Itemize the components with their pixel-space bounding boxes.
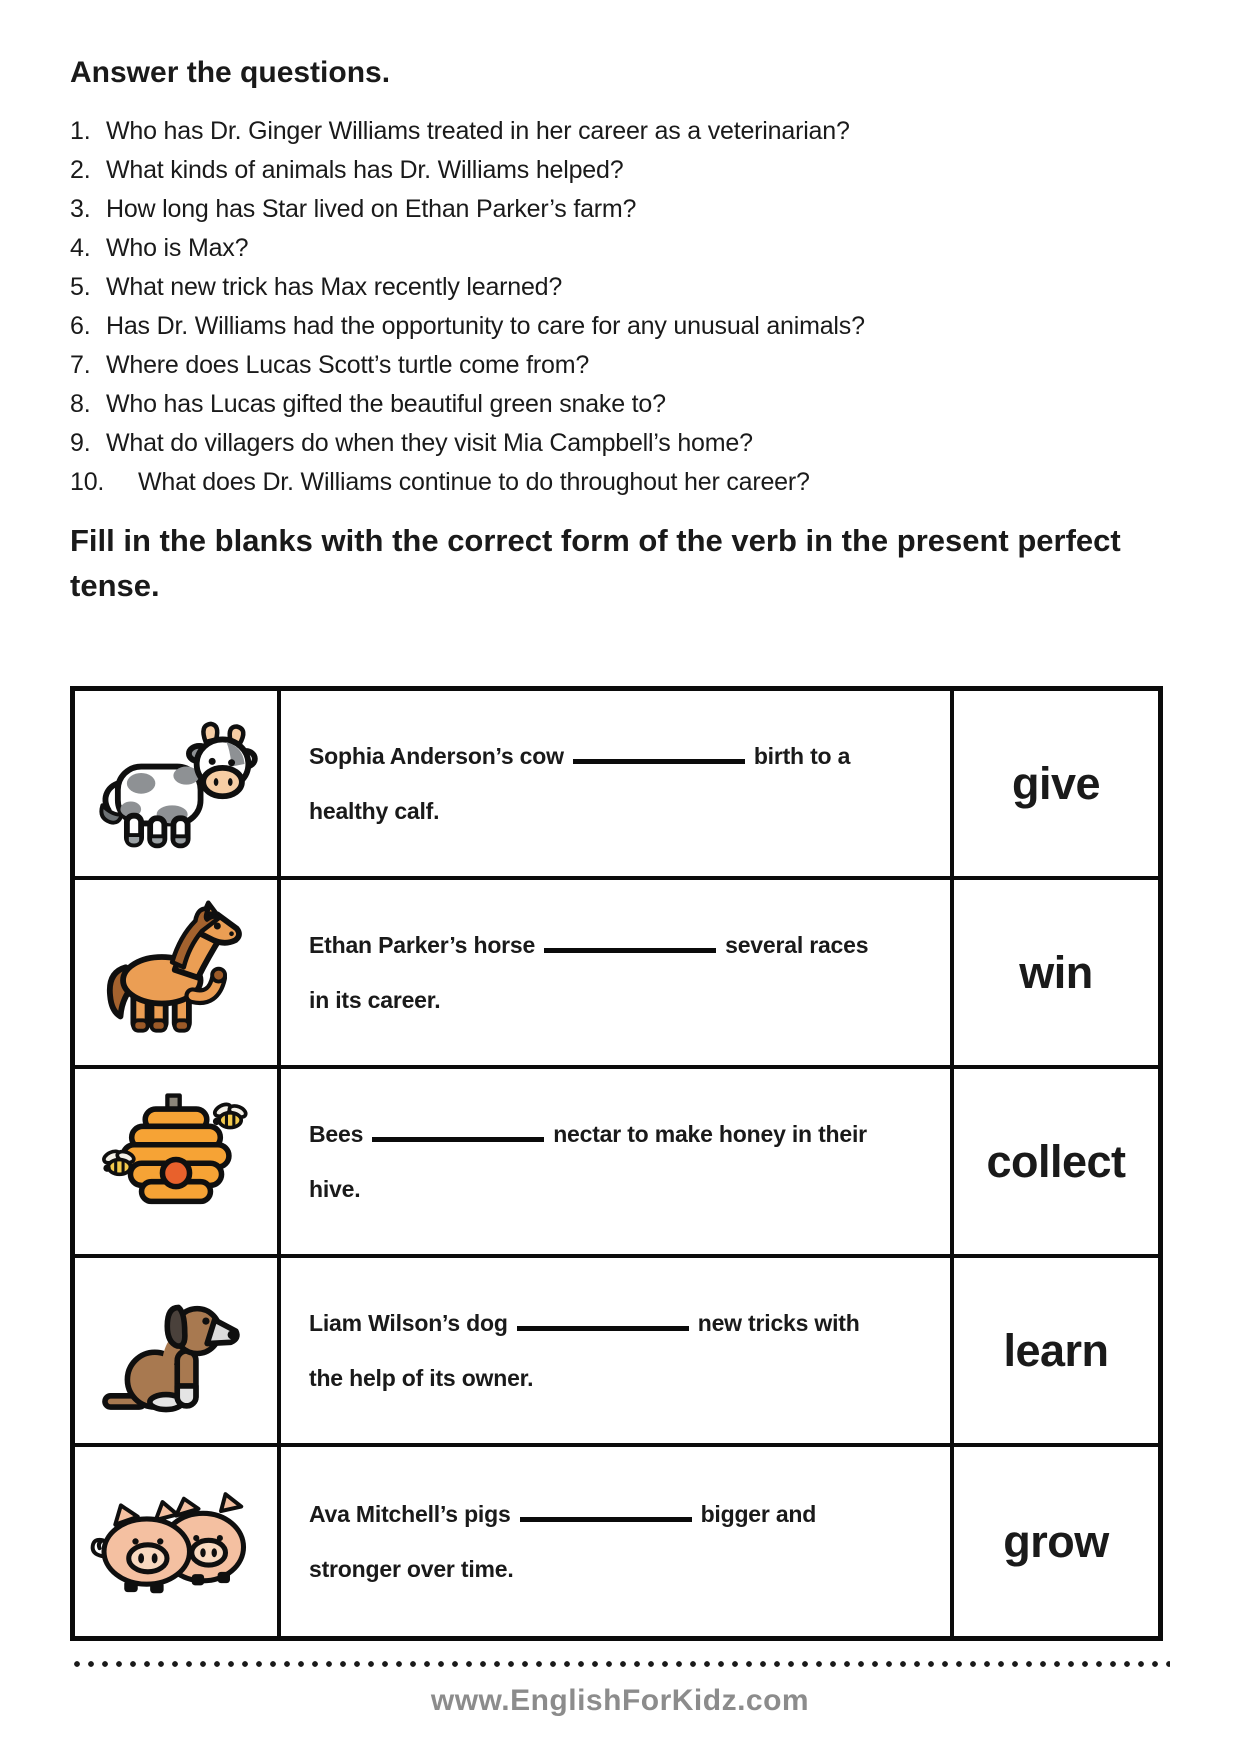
sentence-text: several races: [725, 932, 869, 958]
sentence-line-1: [309, 931, 924, 959]
question-item: [70, 229, 1170, 268]
question-item: [70, 463, 1170, 502]
sentence-text: bigger and: [700, 1501, 817, 1527]
animal-image-cell: [75, 1069, 281, 1254]
fill-blanks-title-line-2: tense.: [70, 568, 160, 603]
verb-cell: collect: [986, 1135, 1126, 1187]
question-number: 5.: [70, 273, 91, 301]
fill-blanks-title-line-1: Fill in the blanks with the correct form of the verb in the present perfect: [70, 523, 1121, 558]
fill-blanks-table: [70, 686, 1163, 1641]
table-row: [75, 1069, 1158, 1258]
animal-image-cell: [75, 691, 281, 876]
question-text: What do villagers do when they visit Mia Campbell’s home?: [106, 429, 753, 457]
question-number: 2.: [70, 156, 91, 184]
animal-image-cell: [75, 880, 281, 1065]
animal-image-cell: [75, 1447, 281, 1636]
verb-cell: learn: [1003, 1324, 1109, 1376]
question-number: 8.: [70, 390, 91, 418]
question-item: [70, 346, 1170, 385]
pigs-icon: [86, 1477, 266, 1607]
beehive-icon: [96, 1087, 256, 1237]
sentence-cell: [281, 1258, 954, 1443]
fill-blank-line: [544, 948, 716, 953]
question-text: Who is Max?: [106, 234, 249, 262]
question-item: [70, 385, 1170, 424]
sentence-line-1: [309, 1500, 924, 1528]
question-text: What kinds of animals has Dr. Williams helped?: [106, 156, 624, 184]
website-url: www.EnglishForKidz.com: [430, 1684, 810, 1717]
question-text: What does Dr. Williams continue to do throughout her career?: [138, 468, 810, 496]
fill-blank-line: [520, 1517, 692, 1522]
question-number: 7.: [70, 351, 91, 379]
question-text: What new trick has Max recently learned?: [106, 273, 563, 301]
question-item: [70, 190, 1170, 229]
sentence-cell: [281, 880, 954, 1065]
sentence-text: new tricks with: [697, 1310, 860, 1336]
verb-cell: grow: [1003, 1515, 1109, 1567]
question-text: Who has Lucas gifted the beautiful green snake to?: [106, 390, 666, 418]
question-number: 1.: [70, 117, 91, 145]
sentence-line-1: [309, 1120, 924, 1148]
cow-icon: [92, 709, 260, 859]
sentence-cell: [281, 1069, 954, 1254]
animal-image-cell: [75, 1258, 281, 1443]
question-text: Who has Dr. Ginger Williams treated in her career as a veterinarian?: [106, 117, 850, 145]
sentence-text: Ava Mitchell’s pigs: [309, 1501, 511, 1527]
fill-blanks-section-title: [70, 518, 1170, 608]
sentence-cell: [281, 691, 954, 876]
sentence-line-2: hive.: [309, 1176, 361, 1202]
table-row: [75, 1447, 1158, 1636]
questions-section-title: Answer the questions.: [70, 56, 391, 89]
verb-cell: give: [1011, 757, 1101, 809]
question-item: [70, 112, 1170, 151]
question-text: Has Dr. Williams had the opportunity to care for any unusual animals?: [106, 312, 865, 340]
question-item: [70, 268, 1170, 307]
questions-list: [70, 112, 1170, 502]
question-number: 4.: [70, 234, 91, 262]
verb-cell: win: [1019, 946, 1093, 998]
question-item: [70, 307, 1170, 346]
sentence-line-1: [309, 742, 924, 770]
table-row: [75, 691, 1158, 880]
sentence-text: nectar to make honey in their: [553, 1121, 867, 1147]
sentence-line-2: stronger over time.: [309, 1556, 514, 1582]
question-number: 10.: [70, 468, 105, 496]
sentence-text: Liam Wilson’s dog: [309, 1310, 508, 1336]
sentence-text: Ethan Parker’s horse: [309, 932, 536, 958]
table-row: [75, 1258, 1158, 1447]
horse-icon: [92, 895, 260, 1050]
question-item: [70, 151, 1170, 190]
question-item: [70, 424, 1170, 463]
sentence-text: Bees: [309, 1121, 364, 1147]
fill-blank-line: [573, 759, 745, 764]
sentence-line-2: healthy calf.: [309, 798, 440, 824]
dog-icon: [95, 1276, 257, 1426]
sentence-line-2: in its career.: [309, 987, 441, 1013]
question-number: 6.: [70, 312, 91, 340]
sentence-line-2: the help of its owner.: [309, 1365, 534, 1391]
table-row: [75, 880, 1158, 1069]
fill-blank-line: [517, 1326, 689, 1331]
sentence-cell: [281, 1447, 954, 1636]
question-number: 9.: [70, 429, 91, 457]
sentence-line-1: [309, 1309, 924, 1337]
page-footer: [70, 1660, 1170, 1718]
sentence-text: birth to a: [753, 743, 851, 769]
question-text: How long has Star lived on Ethan Parker’s farm?: [106, 195, 637, 223]
question-number: 3.: [70, 195, 91, 223]
question-text: Where does Lucas Scott’s turtle come from?: [106, 351, 590, 379]
fill-blank-line: [372, 1137, 544, 1142]
sentence-text: Sophia Anderson’s cow: [309, 743, 564, 769]
dotted-divider: [70, 1660, 1170, 1668]
